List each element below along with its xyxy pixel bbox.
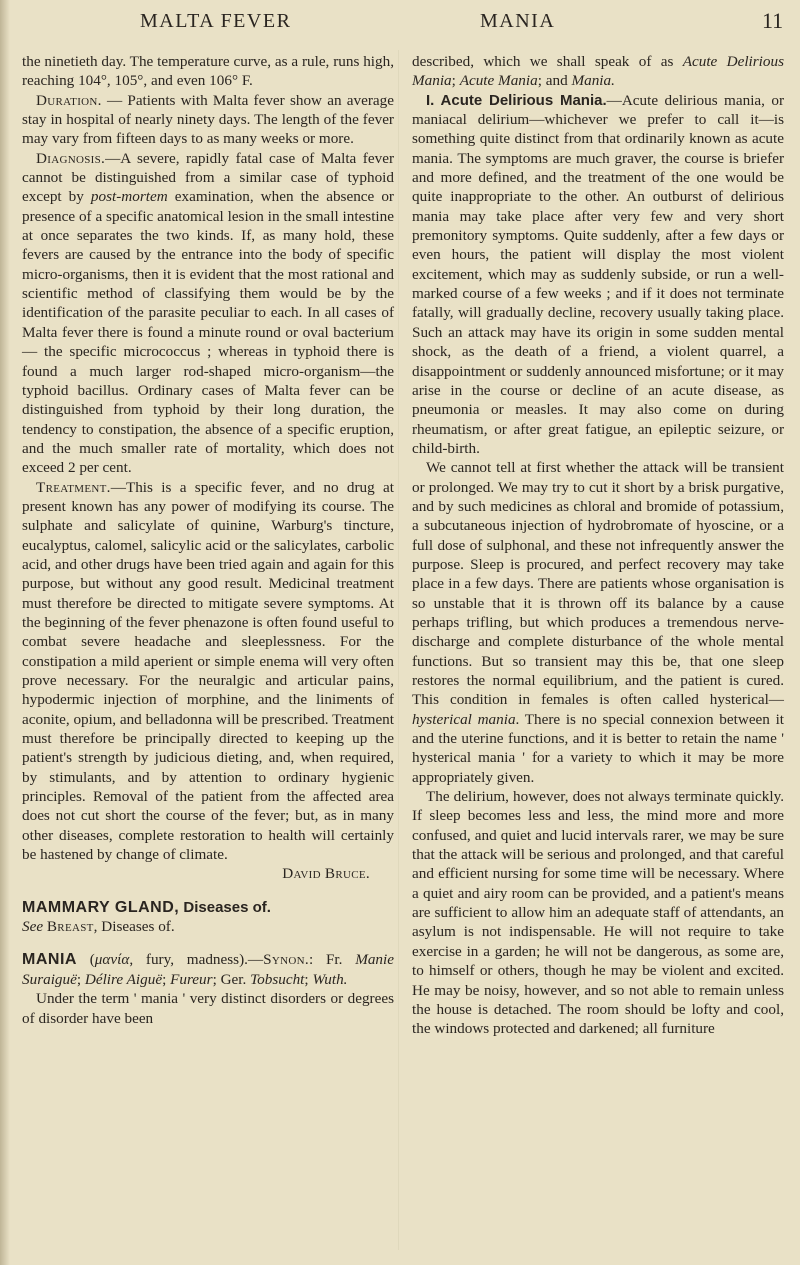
- running-head-left: MALTA FEVER: [140, 10, 292, 32]
- diagnosis-heading: Diagnosis.: [36, 149, 106, 167]
- left-column: [22, 52, 394, 1028]
- spacer: [22, 884, 394, 898]
- treatment-paragraph: [22, 478, 394, 865]
- mammary-see: [22, 917, 394, 936]
- french-term-2: Délire Aiguë: [84, 970, 163, 988]
- mania-heading: MANIA: [22, 951, 77, 969]
- type-acute-delirious: Acute Delirious Mania: [412, 53, 784, 90]
- acute-delirious-heading: I. Acute Delirious Mania.: [426, 91, 607, 109]
- type-acute-mania: Acute Mania: [459, 72, 538, 90]
- diagnosis-text-a: —A severe, rapidly fatal case of Malta fever cannot be distinguished from a similar case of typhoid except by: [22, 149, 394, 206]
- intro-text: the ninetieth day. The temperature curve, as a rule, runs high, reaching 104°, 105°, and even 106° F.: [22, 53, 394, 90]
- treatment-text: —This is a specific fever, and no drug at present known has any power of modifying its course. The sulphate and salicylate of quinine, Warburg's tincture, eucalyptus, calomel, salicylic acid or the salicylates, carbolic acid, and other drugs have been tried again and again for this purpose, but without any good result. Medicinal treatment must therefore be directed to mitigate severe symptoms. At the beginning of the fever phenazone is often found useful to combat severe headache and sleeplessness. For the constipation a mild aperient or simple enema will very often prove necessary. For the neuralgic and articular pains, hypodermic injection of morphine, and the liniments of aconite, opium, and belladonna will be prescribed. Treatment must therefore be principally directed to keeping up the patient's strength by judicious dieting, and, when required, by stimulants, and by attention to ordinary hygienic principles. Removal of the patient from the affected area does not cut short the course of the fever; but, as in many other diseases, complete restoration to health will certainly be hastened by change of climate.: [22, 478, 394, 864]
- mammary-entry: [22, 898, 394, 917]
- french-term-1: Manie Suraiguë: [22, 951, 394, 988]
- mania-greek: μανία: [94, 951, 130, 969]
- separator: ;: [304, 970, 313, 988]
- mania-types-paragraph: [412, 52, 784, 91]
- treatment-heading: Treatment.: [36, 478, 111, 496]
- french-term-3: Fureur: [170, 970, 213, 988]
- separator: ;: [76, 970, 85, 988]
- spacer: [22, 936, 394, 950]
- mammary-see-word: See: [22, 918, 44, 936]
- para4-text: The delirium, however, does not always terminate quickly. If sleep becomes less and less, the mind more and more confused, and quiet and lucid intervals rarer, we may be sure that the attack will be serious and prolonged, and that careful and efficient nursing for some time will be necessary. Where a quiet and airy room can be provided, and a patient's means are sufficient to allow him an adequate staff of attendants, an asylum is not indispensable. He will not require to take exercise in a garden; he will not be dangerous, as some are, to himself or others, though he may be violent and excited. He may be noisy, however, and so not able to remain unless the house is detached. The room should be lofty and cool, the windows protected and darkened; all furniture: [412, 788, 784, 1038]
- type-mania: Mania.: [571, 72, 615, 90]
- hysterical-mania-italic: hysterical mania: [412, 710, 516, 728]
- mania-syn-a: : Fr.: [308, 951, 356, 969]
- mania-syn-b: ; Ger.: [212, 970, 251, 988]
- para3-text-b: . There is no special connexion between it and the uterine functions, and it is better to retain the name ' hysterical mania ' for a variety to which it may be more appropriately given.: [412, 710, 785, 786]
- synon-label: Synon.: [263, 951, 309, 969]
- acute-delirious-paragraph: [412, 91, 784, 459]
- types-text-b: ;: [451, 72, 460, 90]
- column-gutter: [398, 50, 399, 1250]
- duration-text: — Patients with Malta fever show an average stay in hospital of nearly ninety days. The length of the fever may vary from fifteen days to as many weeks or more.: [22, 91, 394, 148]
- page-number: 11: [762, 8, 784, 33]
- duration-paragraph: [22, 91, 394, 149]
- diagnosis-italic: post-mortem: [90, 188, 168, 206]
- page-edge-shadow: [0, 0, 10, 1265]
- separator: ;: [162, 970, 171, 988]
- right-column: [412, 52, 784, 1039]
- mammary-see-rest: , Diseases of.: [93, 918, 175, 936]
- mania-entry: [22, 950, 394, 989]
- duration-heading: Duration.: [36, 91, 102, 109]
- german-term-2: Wuth.: [312, 970, 348, 988]
- diagnosis-text-b: examination, when the absence or presence of a specific anatomical lesion in the small intestine at once separates the two kinds. If, as many hold, these fevers are caused by the entrance into the body of specific micro-organisms, then it is evident that the most rational and scientific method of classifying them would be by the identification of the parasite peculiar to each. In all cases of Malta fever there is found a minute round or oval bacterium — the specific micrococcus ; whereas in typhoid there is found a much larger rod-shaped micro-organism—the typhoid bacillus. Ordinary cases of Malta fever can be distinguished from typhoid by their long duration, the tendency to constipation, the absence of a specific eruption, and the much smaller rate of mortality, which does not exceed 2 per cent.: [22, 188, 394, 477]
- running-head: [0, 6, 800, 46]
- diagnosis-paragraph: [22, 149, 394, 478]
- mania-etym-b: , fury, madness).—: [129, 951, 264, 969]
- mammary-heading-rest: Diseases of.: [179, 898, 271, 916]
- treatment-delirium-paragraph: [412, 458, 784, 787]
- signature-text: David Bruce.: [282, 865, 370, 883]
- signature: [22, 864, 394, 883]
- acute-delirious-text: —Acute delirious mania, or maniacal delirium—whichever we prefer to call it—is something quite distinct from that ordinarily known as acute mania. The symptoms are much graver, the course is briefer and more defined, and the treatment of the one would be quite inappropriate to the other. An outburst of delirious mania may take place after very few and very short premonitory symptoms. Quite suddenly, after a few days or even hours, the patient will display the most violent excitement, which may as suddenly subside, or run a well-marked course of a few weeks ; and if it does not terminate fatally, will gradually decline, recovery usually taking place. Such an attack may have its origin in some sudden mental shock, as the death of a friend, a violent quarrel, a disappointment or suddenly announced misfortune; or it may arise in the course or decline of an acute disease, as pneumonia or measles. It may also come on during rheumatism, or after great fatigue, an epileptic seizure, or child-birth.: [412, 91, 784, 457]
- intro-paragraph: [22, 52, 394, 91]
- para3-text-a: We cannot tell at first whether the attack will be transient or prolonged. We may try to cut it short by a brisk purgative, and by such medicines as chloral and bromide of potassium, a subcutaneous injection of hydrobromate of hyoscine, or a full dose of sulphonal, and these not infrequently answer the purpose. Sleep is procured, and perfect recovery may take place in a few days. There are patients whose organisation is so unstable that it is thrown off its balance by a cause perhaps trifling, but which produces a tremendous nerve-discharge and complete disturbance of the whole mental functions. But so transient may this be, that one sleep restores the normal equilibrium, and the patient is cured. This condition in females is often called hysterical—: [412, 459, 784, 709]
- mania-under-paragraph: [22, 989, 394, 1028]
- mania-etym-a: (: [76, 951, 95, 969]
- running-head-right: MANIA: [480, 10, 556, 32]
- mania-under-text: Under the term ' mania ' very distinct disorders or degrees of disorder have been: [22, 990, 394, 1027]
- mammary-heading: MAMMARY GLAND,: [22, 898, 180, 916]
- mammary-see-ref: Breast: [46, 918, 94, 936]
- types-text-a: described, which we shall speak of as: [412, 53, 683, 70]
- types-text-c: ; and: [537, 72, 572, 90]
- prolonged-delirium-paragraph: [412, 787, 784, 1038]
- german-term-1: Tobsucht: [250, 970, 305, 988]
